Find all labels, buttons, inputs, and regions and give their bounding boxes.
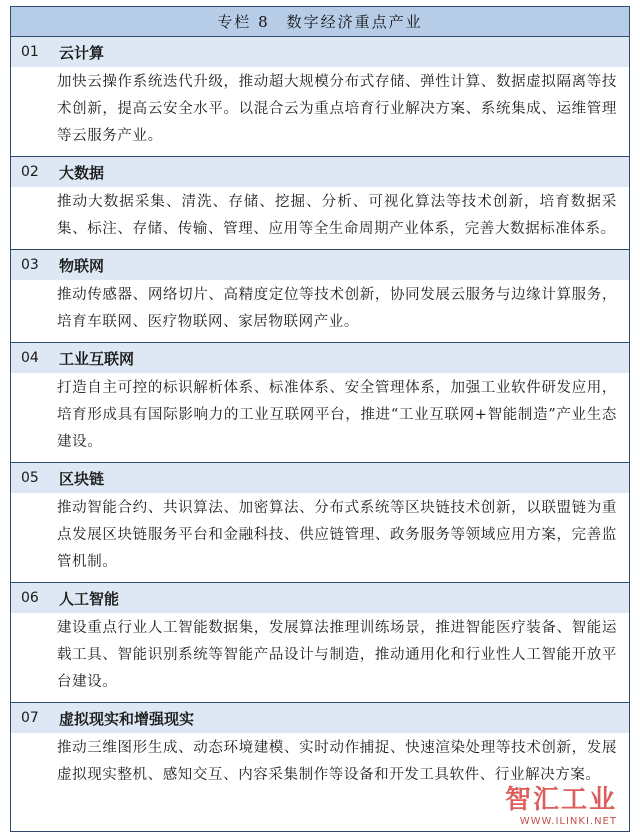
section-body: 打造自主可控的标识解析体系、标准体系、安全管理体系，加强工业软件研发应用，培育形成具有国际影响力的工业互联网平台，推进“工业互联网+智能制造”产业生态建设。 bbox=[57, 380, 617, 450]
section-ai bbox=[11, 583, 629, 703]
section-heading: 人工智能 bbox=[59, 589, 120, 608]
section-heading: 虚拟现实和增强现实 bbox=[59, 709, 195, 728]
section-vr-ar bbox=[11, 703, 629, 831]
section-number: 07 bbox=[21, 710, 39, 726]
watermark-text: 智汇工业 bbox=[504, 785, 617, 815]
section-heading: 工业互联网 bbox=[59, 349, 135, 368]
section-body: 建设重点行业人工智能数据集，发展算法推理训练场景，推进智能医疗装备、智能运载工具、智能识别系统等智能产品设计与制造，推动通用化和行业性人工智能开放平台建设。 bbox=[57, 620, 617, 690]
section-industrial-internet bbox=[11, 343, 629, 463]
section-body: 加快云操作系统迭代升级，推动超大规模分布式存储、弹性计算、数据虚拟隔离等技术创新，提高云安全水平。以混合云为重点培育行业解决方案、系统集成、运维管理等云服务产业。 bbox=[57, 74, 617, 144]
section-body: 推动三维图形生成、动态环境建模、实时动作捕捉、快速渲染处理等技术创新，发展虚拟现实整机、感知交互、内容采集制作等设备和开发工具软件、行业解决方案。 bbox=[57, 740, 617, 783]
section-blockchain bbox=[11, 463, 629, 583]
section-heading: 区块链 bbox=[59, 469, 105, 488]
section-header bbox=[11, 703, 629, 733]
section-number: 05 bbox=[21, 470, 39, 486]
section-number: 03 bbox=[21, 257, 39, 273]
watermark-url: WWW.ILINKI.NET bbox=[519, 816, 617, 827]
section-number: 06 bbox=[21, 590, 39, 606]
section-number: 02 bbox=[21, 164, 39, 180]
section-body: 推动智能合约、共识算法、加密算法、分布式系统等区块链技术创新，以联盟链为重点发展区块链服务平台和金融科技、供应链管理、政务服务等领域应用方案，完善监管机制。 bbox=[57, 500, 617, 570]
box-title: 专栏 8 数字经济重点产业 bbox=[11, 7, 629, 37]
section-big-data bbox=[11, 157, 629, 250]
feature-box bbox=[10, 6, 630, 832]
section-body: 推动传感器、网络切片、高精度定位等技术创新，协同发展云服务与边缘计算服务，培育车联网、医疗物联网、家居物联网产业。 bbox=[57, 287, 617, 330]
watermark-logo bbox=[505, 779, 617, 827]
section-body: 推动大数据采集、清洗、存储、挖掘、分析、可视化算法等技术创新，培育数据采集、标注、存储、传输、管理、应用等全生命周期产业体系，完善大数据标准体系。 bbox=[57, 194, 617, 237]
section-heading: 云计算 bbox=[59, 43, 105, 62]
section-header bbox=[11, 250, 629, 280]
section-number: 01 bbox=[21, 44, 39, 60]
section-iot bbox=[11, 250, 629, 343]
section-header bbox=[11, 463, 629, 493]
section-heading: 物联网 bbox=[59, 256, 105, 275]
section-heading: 大数据 bbox=[59, 163, 105, 182]
section-cloud-computing bbox=[11, 37, 629, 157]
section-header bbox=[11, 583, 629, 613]
section-header bbox=[11, 157, 629, 187]
section-number: 04 bbox=[21, 350, 39, 366]
section-header bbox=[11, 343, 629, 373]
section-header bbox=[11, 37, 629, 67]
